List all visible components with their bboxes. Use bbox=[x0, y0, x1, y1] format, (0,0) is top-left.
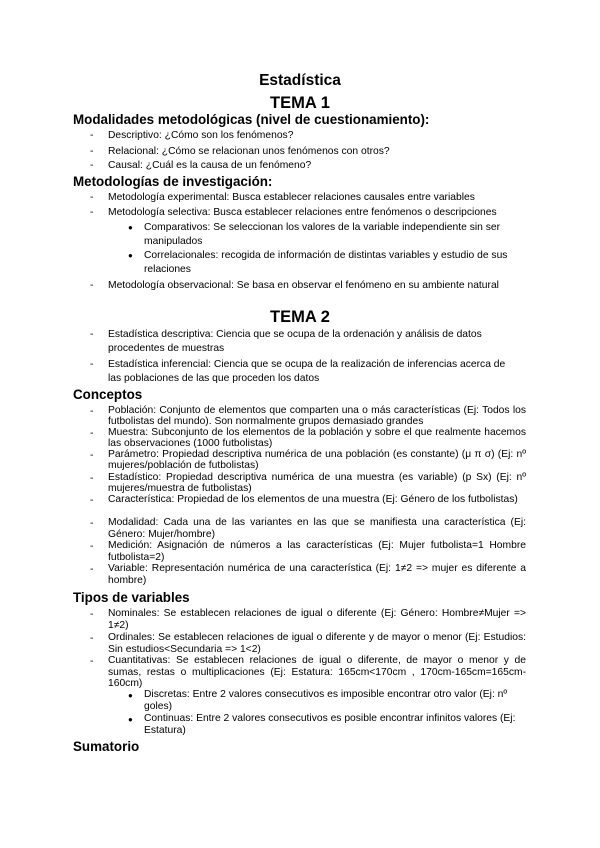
list-item: Nominales: Se establecen relaciones de igual o diferente (Ej: Género: Hombre≠Mujer => 1≠2) bbox=[108, 608, 526, 631]
dash-bullet: - bbox=[90, 450, 94, 461]
dash-bullet: - bbox=[90, 541, 94, 552]
dash-bullet: - bbox=[90, 146, 94, 157]
dash-bullet: - bbox=[90, 473, 94, 484]
conceptos-heading: Conceptos bbox=[73, 387, 143, 402]
modalidades-heading: Modalidades metodológicas (nivel de cuestionamiento): bbox=[73, 112, 430, 127]
list-item: Estadística descriptiva: Ciencia que se ocupa de la ordenación y análisis de datos procedentes de muestras bbox=[108, 329, 482, 354]
dash-bullet: - bbox=[90, 130, 94, 141]
dash-bullet: - bbox=[90, 518, 94, 529]
tipos-heading: Tipos de variables bbox=[73, 590, 190, 605]
dot-bullet: ● bbox=[128, 691, 133, 700]
dash-bullet: - bbox=[90, 633, 94, 644]
list-item: Modalidad: Cada una de las variantes en las que se manifiesta una característica (Ej: Género: Mujer/hombre) bbox=[108, 517, 526, 540]
list-item: Ordinales: Se establecen relaciones de igual o diferente y de mayor o menor (Ej: Estudios: Sin estudios<Secundaria => 1<2) bbox=[108, 632, 526, 655]
list-item: Descriptivo: ¿Cómo son los fenómenos? bbox=[108, 130, 294, 141]
dash-bullet: - bbox=[90, 495, 94, 506]
dash-bullet: - bbox=[90, 428, 94, 439]
dash-bullet: - bbox=[90, 406, 94, 417]
list-item: Estadística inferencial: Ciencia que se ocupa de la realización de inferencias acerca de las poblaciones de las que proceden los datos bbox=[108, 359, 506, 384]
list-item: Relacional: ¿Cómo se relacionan unos fenómenos con otros? bbox=[108, 146, 390, 157]
list-subitem: Continuas: Entre 2 valores consecutivos es posible encontrar infinitos valores (Ej: Estatura) bbox=[144, 713, 516, 736]
list-subitem: Correlacionales: recogida de información de distintas variables y estudio de sus relaciones bbox=[144, 250, 508, 275]
list-item: Variable: Representación numérica de una característica (Ej: 1≠2 => mujer es diferente a hombre) bbox=[108, 563, 526, 586]
list-item: Parámetro: Propiedad descriptiva numérica de una población (es constante) (μ π σ) (Ej: nº mujeres/población de futbolistas) bbox=[108, 449, 526, 471]
list-item: Cuantitativas: Se establecen relaciones de igual o diferente, de mayor o menor y de sumas, restas o multiplicaciones (Ej: Estatura: 165cm<170cm , 170cm-165cm=165cm-160cm) bbox=[108, 655, 526, 689]
list-subitem: Comparativos: Se seleccionan los valores de la variable independiente sin ser manipulados bbox=[144, 222, 501, 247]
list-item: Metodología selectiva: Busca establecer relaciones entre fenómenos o descripciones bbox=[108, 207, 497, 218]
dot-bullet: ● bbox=[128, 251, 133, 260]
list-item: Metodología observacional: Se basa en observar el fenómeno en su ambiente natural bbox=[108, 280, 499, 291]
list-item: Metodología experimental: Busca establecer relaciones causales entre variables bbox=[108, 192, 475, 203]
dash-bullet: - bbox=[90, 160, 94, 171]
list-item: Población: Conjunto de elementos que comparten una o más características (Ej: Todos los futbolistas del mundo). Son normalmente grupos demasiado grandes bbox=[108, 405, 526, 427]
list-item: Característica: Propiedad de los elementos de una muestra (Ej: Género de los futbolistas) bbox=[108, 494, 518, 505]
dot-bullet: ● bbox=[128, 715, 133, 724]
dot-bullet: ● bbox=[128, 223, 133, 232]
dash-bullet: - bbox=[90, 609, 94, 620]
dash-bullet: - bbox=[90, 656, 94, 667]
dash-bullet: - bbox=[90, 564, 94, 575]
list-item: Medición: Asignación de números a las características (Ej: Mujer futbolista=1 Hombre futbolista=2) bbox=[108, 540, 526, 563]
metodologias-heading: Metodologías de investigación: bbox=[73, 174, 273, 189]
dash-bullet: - bbox=[90, 359, 94, 370]
tema1-heading: TEMA 1 bbox=[270, 94, 330, 112]
list-item: Estadístico: Propiedad descriptiva numérica de una muestra (es variable) (p Sx) (Ej: nº mujeres/muestra de futbolistas) bbox=[108, 472, 526, 494]
dash-bullet: - bbox=[90, 207, 94, 218]
dash-bullet: - bbox=[90, 329, 94, 340]
document-title: Estadística bbox=[259, 72, 341, 89]
tema2-heading: TEMA 2 bbox=[270, 308, 330, 326]
sumatorio-heading: Sumatorio bbox=[73, 739, 140, 754]
dash-bullet: - bbox=[90, 280, 94, 291]
list-item: Causal: ¿Cuál es la causa de un fenómeno? bbox=[108, 160, 312, 171]
list-item: Muestra: Subconjunto de los elementos de la población y sobre el que realmente hacemos las observaciones (1000 futbolistas) bbox=[108, 427, 526, 449]
list-subitem: Discretas: Entre 2 valores consecutivos es imposible encontrar otro valor (Ej: nº goles) bbox=[144, 689, 508, 712]
dash-bullet: - bbox=[90, 192, 94, 203]
